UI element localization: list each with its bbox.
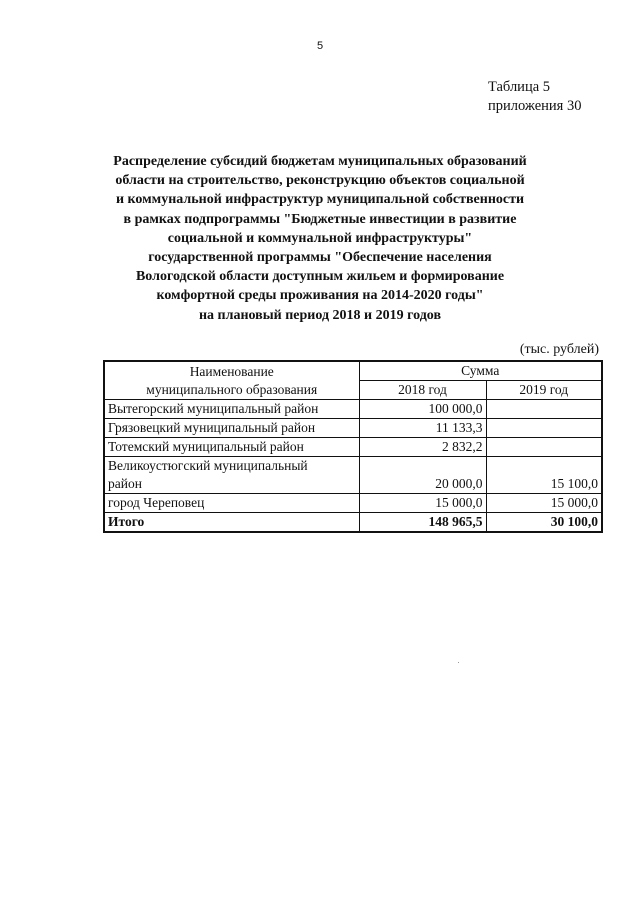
subsidy-table	[103, 360, 603, 533]
appendix-reference	[488, 78, 581, 116]
table-row	[104, 494, 602, 513]
header-name-line1: Наименование	[189, 363, 274, 379]
table-row	[104, 438, 602, 457]
row-name-line2: район	[108, 476, 142, 491]
appendix-table-label: Таблица 5	[488, 79, 551, 95]
title-line: государственной программы "Обеспечение населения	[148, 250, 492, 266]
scan-speck	[458, 662, 459, 663]
title-line: и коммунальной инфраструктур муниципальной собственности	[115, 192, 525, 208]
row-value-2019	[486, 400, 602, 419]
header-name-cell	[104, 361, 359, 400]
header-sum-cell: Сумма	[359, 361, 602, 381]
title-line: области на строительство, реконструкцию объектов социальной	[115, 173, 525, 189]
appendix-annex-label: приложения 30	[488, 98, 582, 114]
row-value-2019: 15 000,0	[486, 494, 602, 513]
title-line: комфортной среды проживания на 2014-2020 годы"	[156, 288, 484, 304]
row-name: Тотемский муниципальный район	[104, 438, 359, 457]
header-name-line2: муниципального образования	[146, 381, 318, 397]
row-name	[104, 457, 359, 494]
title-line: Вологодской области доступным жильем и формирование	[135, 269, 505, 285]
header-year-2019: 2019 год	[486, 381, 602, 400]
document-title	[80, 152, 560, 325]
table-row	[104, 457, 602, 494]
total-label: Итого	[104, 513, 359, 533]
row-name: Грязовецкий муниципальный район	[104, 419, 359, 438]
row-name: Вытегорский муниципальный район	[104, 400, 359, 419]
row-value-2019	[486, 419, 602, 438]
header-year-2018: 2018 год	[359, 381, 486, 400]
table-total-row	[104, 513, 602, 533]
row-value-2019	[486, 438, 602, 457]
row-value-2018: 15 000,0	[359, 494, 486, 513]
page-number: 5	[316, 40, 324, 52]
title-line: социальной и коммунальной инфраструктуры"	[167, 230, 473, 246]
row-name: город Череповец	[104, 494, 359, 513]
table-header-row	[104, 361, 602, 381]
row-name-line1: Великоустюгский муниципальный	[108, 458, 308, 473]
title-line: на плановый период 2018 и 2019 годов	[198, 307, 442, 323]
row-value-2018: 20 000,0	[359, 457, 486, 494]
total-value-2019: 30 100,0	[486, 513, 602, 533]
table-row	[104, 400, 602, 419]
row-value-2019: 15 100,0	[486, 457, 602, 494]
total-value-2018: 148 965,5	[359, 513, 486, 533]
title-line: Распределение субсидий бюджетам муниципальных образований	[113, 154, 527, 169]
row-value-2018: 100 000,0	[359, 400, 486, 419]
row-value-2018: 2 832,2	[359, 438, 486, 457]
row-value-2018: 11 133,3	[359, 419, 486, 438]
title-line: в рамках подпрограммы "Бюджетные инвестиции в развитие	[123, 211, 517, 227]
table-row	[104, 419, 602, 438]
units-label: (тыс. рублей)	[519, 342, 599, 357]
